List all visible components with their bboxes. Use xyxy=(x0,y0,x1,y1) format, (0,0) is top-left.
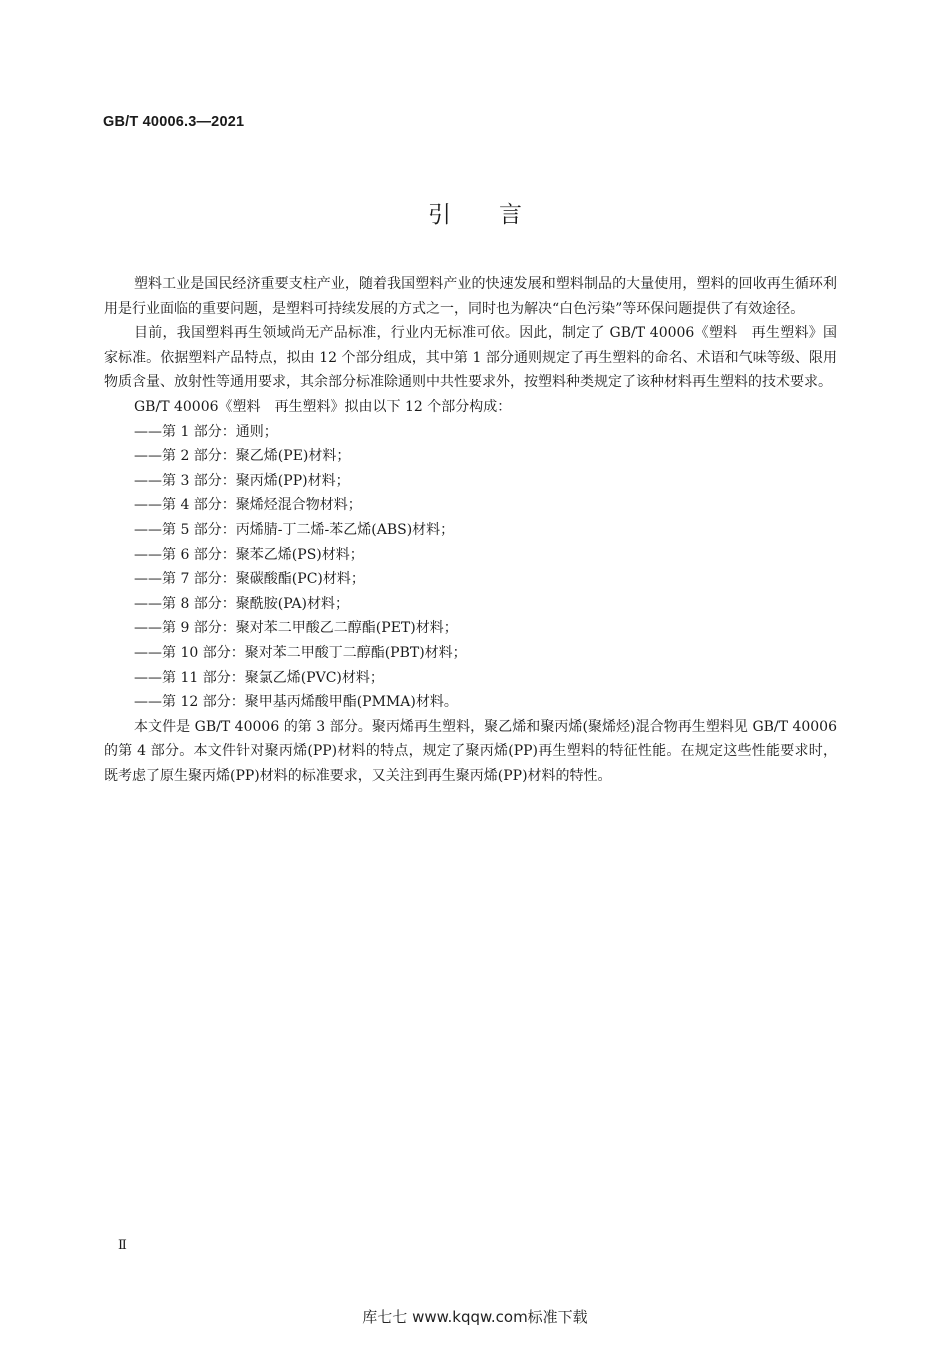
page-title: 引言 xyxy=(428,202,570,228)
list-item: ——第 6 部分：聚苯乙烯(PS)材料； xyxy=(134,546,364,563)
parts-intro-paragraph: GB/T 40006《塑料 再生塑料》拟由以下 12 个部分构成： xyxy=(134,398,512,415)
parts-list xyxy=(104,420,837,715)
list-item: ——第 3 部分：聚丙烯(PP)材料； xyxy=(134,472,350,489)
closing-paragraph: 本文件是 GB/T 40006 的第 3 部分。聚丙烯再生塑料，聚乙烯和聚丙烯(聚烯烃)混合物再生塑料见 GB/T 40006 的第 4 部分。本文件针对聚丙烯(PP)材料的特点，规定了聚丙烯(PP)再生塑料的特征性能。在规定这些性能要求时，既考虑了原生聚丙烯(PP)材料的标准要求，又关注到再生聚丙烯(PP)材料的特性。 xyxy=(104,718,837,784)
list-item: ——第 1 部分：通则； xyxy=(134,423,278,440)
background-paragraph: 目前，我国塑料再生领域尚无产品标准，行业内无标准可依。因此，制定了 GB/T 40006《塑料 再生塑料》国家标准。依据塑料产品特点，拟由 12 个部分组成，其中第 1 部分通则规定了再生塑料的命名、术语和气味等级、限用物质含量、放射性等通用要求，其余部分标准除通则中共性要求外，按塑料种类规定了该种材料再生塑料的技术要求。 xyxy=(104,325,837,391)
page-number: Ⅱ xyxy=(118,1238,127,1253)
footer-watermark-text: 库七七 www.kqqw.com标准下载 xyxy=(362,1308,588,1326)
document-body xyxy=(104,272,837,788)
list-item: ——第 4 部分：聚烯烃混合物材料； xyxy=(134,497,362,514)
list-item: ——第 8 部分：聚酰胺(PA)材料； xyxy=(134,595,349,612)
list-item: ——第 12 部分：聚甲基丙烯酸甲酯(PMMA)材料。 xyxy=(134,694,458,711)
list-item: ——第 2 部分：聚乙烯(PE)材料； xyxy=(134,448,351,465)
list-item: ——第 5 部分：丙烯腈-丁二烯-苯乙烯(ABS)材料； xyxy=(134,521,455,538)
list-item: ——第 9 部分：聚对苯二甲酸乙二醇酯(PET)材料； xyxy=(134,620,458,637)
list-item: ——第 7 部分：聚碳酸酯(PC)材料； xyxy=(134,571,365,588)
intro-paragraph: 塑料工业是国民经济重要支柱产业，随着我国塑料产业的快速发展和塑料制品的大量使用，塑料的回收再生循环利用是行业面临的重要问题，是塑料可持续发展的方式之一，同时也为解决“白色污染”等环保问题提供了有效途径。 xyxy=(104,276,837,317)
list-item: ——第 10 部分：聚对苯二甲酸丁二醇酯(PBT)材料； xyxy=(134,644,467,661)
list-item: ——第 11 部分：聚氯乙烯(PVC)材料； xyxy=(134,669,384,686)
standard-number: GB/T 40006.3—2021 xyxy=(103,114,245,130)
